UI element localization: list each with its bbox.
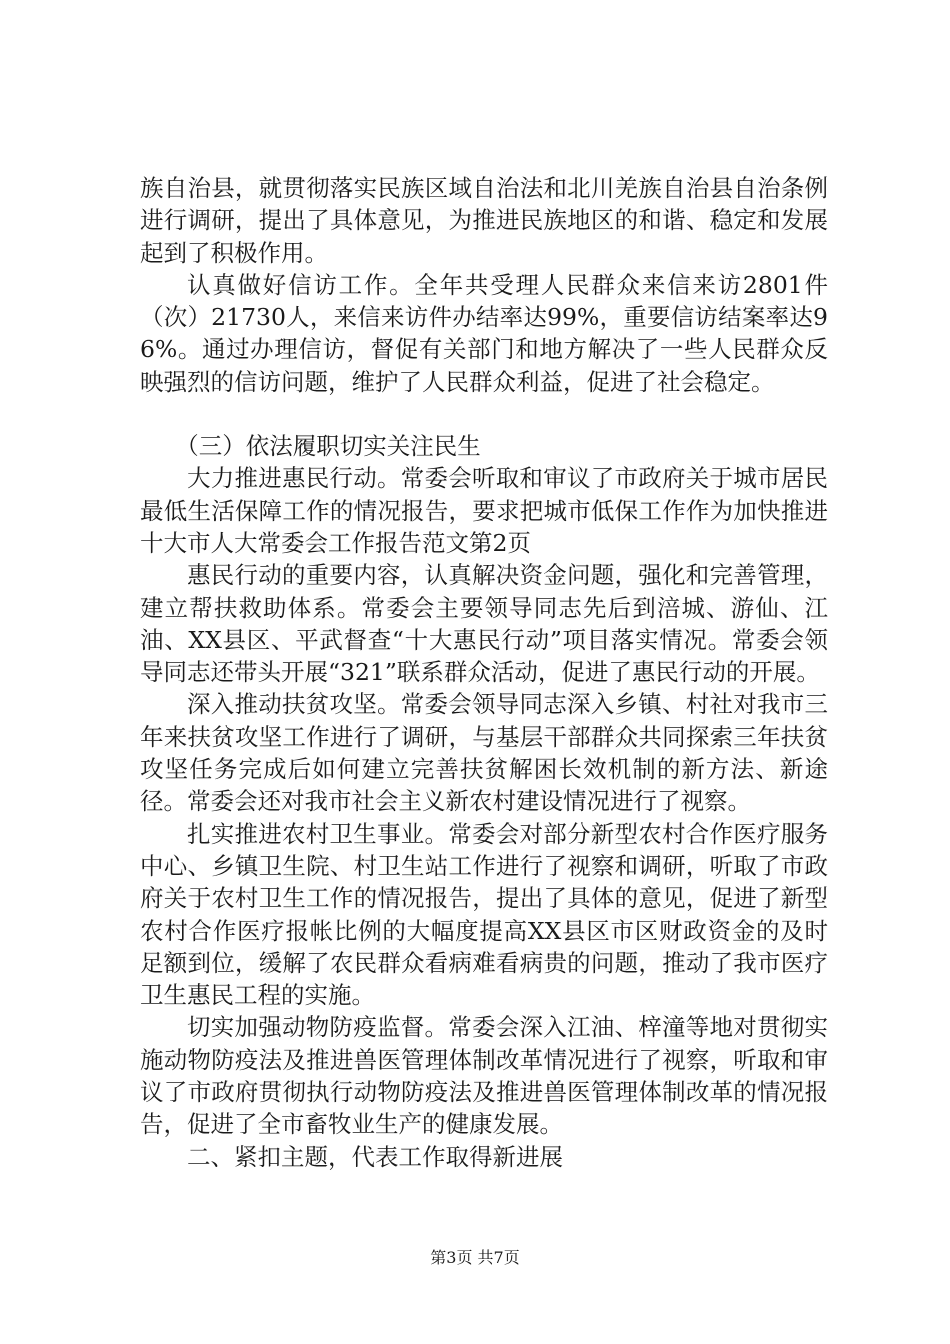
document-body	[140, 172, 828, 1173]
paragraph-petition-work: 认真做好信访工作。全年共受理人民群众来信来访2801件（次）21730人，来信来访件办结率达99%，重要信访结案率达96%。通过办理信访，督促有关部门和地方解决了一些人民群众反映强烈的信访问题，维护了人民群众利益，促进了社会稳定。	[140, 270, 828, 396]
paragraph-animal-epidemic: 切实加强动物防疫监督。常委会深入江油、梓潼等地对贯彻实施动物防疫法及推进兽医管理体制改革情况进行了视察，听取和审议了市政府贯彻执行动物防疫法及推进兽医管理体制改革的情况报告，促进了全市畜牧业生产的健康发展。	[140, 1013, 828, 1139]
paragraph-benefit-actions-cont: 惠民行动的重要内容，认真解决资金问题，强化和完善管理，建立帮扶救助体系。常委会主要领导同志先后到涪城、游仙、江油、XX县区、平武督查“十大惠民行动”项目落实情况。常委会领导同志还带头开展“321”联系群众活动，促进了惠民行动的开展。	[140, 561, 828, 687]
section-heading-representatives: 二、紧扣主题，代表工作取得新进展	[187, 1142, 563, 1171]
section-heading-livelihood: （三）依法履职切实关注民生	[175, 432, 481, 461]
paragraph-rural-health: 扎实推进农村卫生事业。常委会对部分新型农村合作医疗服务中心、乡镇卫生院、村卫生站工作进行了视察和调研，听取了市政府关于农村卫生工作的情况报告，提出了具体的意见，促进了新型农村合作医疗报帐比例的大幅度提高XX县区市区财政资金的及时足额到位，缓解了农民群众看病难看病贵的问题，推动了我市医疗卫生惠民工程的实施。	[140, 819, 828, 1010]
page-number-footer: 第3页 共7页	[430, 1248, 520, 1267]
paragraph-benefit-actions: 大力推进惠民行动。常委会听取和审议了市政府关于城市居民最低生活保障工作的情况报告，要求把城市低保工作作为加快推进十大市人大常委会工作报告范文第2页	[140, 464, 828, 557]
paragraph-ethnic-autonomy: 族自治县，就贯彻落实民族区域自治法和北川羌族自治县自治条例进行调研，提出了具体意见，为推进民族地区的和谐、稳定和发展起到了积极作用。	[140, 174, 828, 267]
paragraph-poverty-alleviation: 深入推动扶贫攻坚。常委会领导同志深入乡镇、村社对我市三年来扶贫攻坚工作进行了调研，与基层干部群众共同探索三年扶贫攻坚任务完成后如何建立完善扶贫解困长效机制的新方法、新途径。常委会还对我市社会主义新农村建设情况进行了视察。	[140, 690, 828, 816]
section-gap	[140, 398, 828, 430]
